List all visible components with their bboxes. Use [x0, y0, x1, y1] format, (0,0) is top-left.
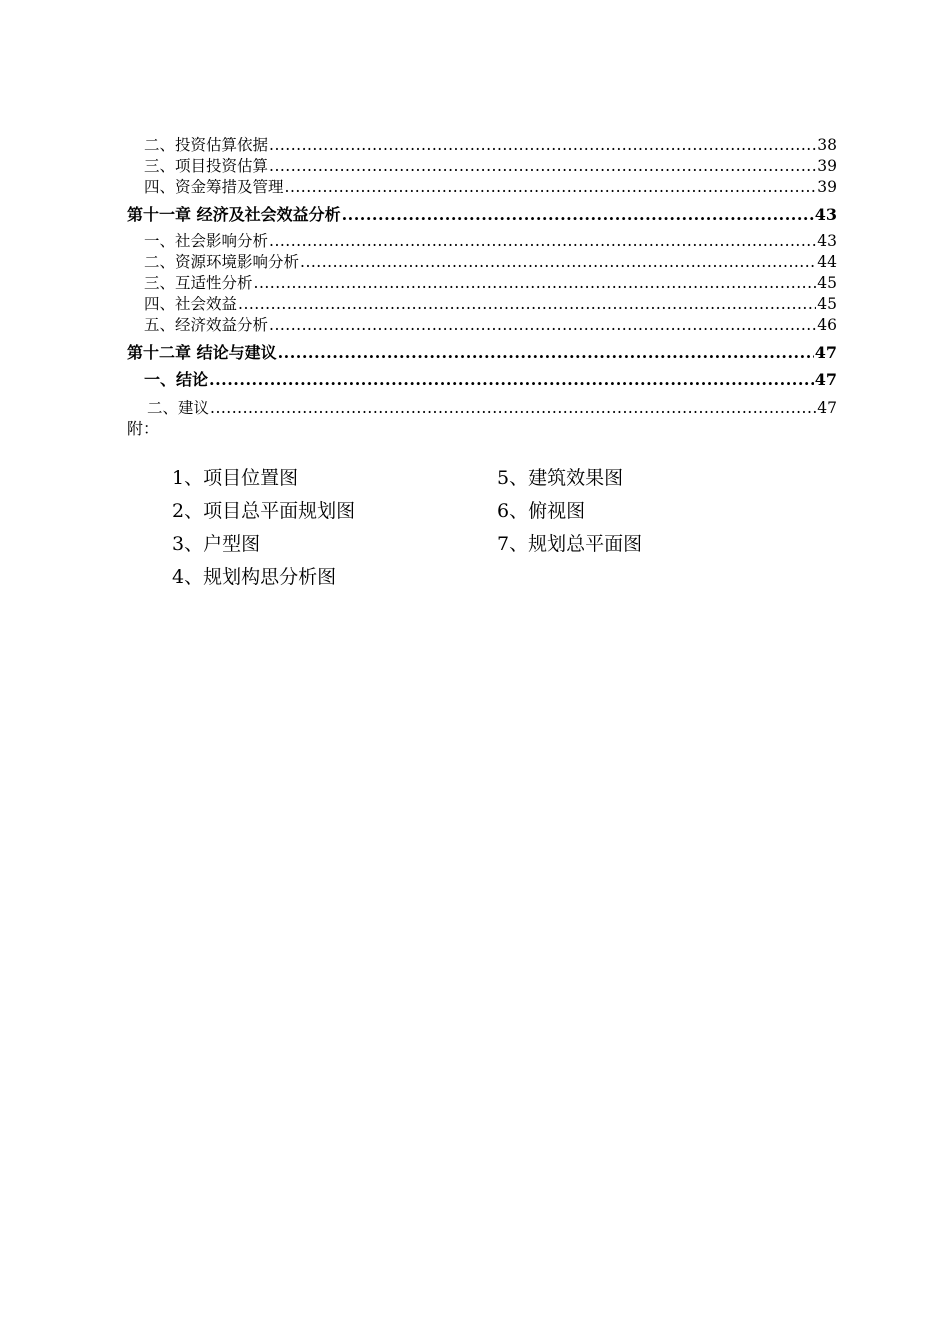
toc-chapter-title: 第十二章 结论与建议	[127, 343, 277, 362]
toc-leader-dots	[285, 177, 817, 198]
toc-chapter-title: 第十一章 经济及社会效益分析	[127, 205, 341, 224]
toc-entry-conclusion[interactable]	[127, 369, 837, 391]
toc-entry-page: 47	[814, 370, 837, 389]
toc-entry-suggestion[interactable]	[127, 398, 837, 419]
toc-entry[interactable]	[127, 315, 837, 336]
toc-entry-page: 39	[817, 178, 837, 196]
toc-leader-dots	[209, 369, 814, 391]
toc-entry[interactable]	[127, 135, 837, 156]
toc-leader-dots	[210, 398, 816, 419]
toc-entry-page: 45	[817, 295, 837, 313]
appendix-list	[172, 467, 732, 588]
toc-entry[interactable]	[127, 156, 837, 177]
toc-chapter-12[interactable]	[127, 342, 837, 364]
toc-entry-title: 四、社会效益	[144, 295, 238, 313]
toc-entry-page: 39	[817, 157, 837, 175]
toc-entry[interactable]	[127, 252, 837, 273]
toc-leader-dots	[269, 315, 816, 336]
toc-entry-title: 二、投资估算依据	[144, 136, 269, 154]
appendix-item: 1、项目位置图	[172, 467, 299, 489]
toc-leader-dots	[278, 342, 814, 364]
appendix-item: 2、项目总平面规划图	[172, 500, 356, 522]
toc-leader-dots	[300, 252, 816, 273]
toc-entry-page: 46	[817, 316, 837, 334]
toc-leader-dots	[269, 231, 816, 252]
toc-entry-page: 43	[817, 232, 837, 250]
toc-leader-dots	[269, 135, 816, 156]
toc-entry-title: 四、资金筹措及管理	[144, 178, 284, 196]
toc-entry-title: 二、建议	[147, 399, 210, 417]
toc-entry-title: 三、项目投资估算	[144, 157, 269, 175]
toc-entry[interactable]	[127, 231, 837, 252]
appendix-heading: 附：	[127, 419, 160, 438]
appendix-item: 3、户型图	[172, 533, 261, 555]
toc-entry-page: 38	[817, 136, 837, 154]
toc-entry[interactable]	[127, 177, 837, 198]
toc-leader-dots	[254, 273, 817, 294]
toc-chapter-page: 43	[814, 205, 837, 224]
appendix-item: 6、俯视图	[497, 500, 586, 522]
toc-chapter-page: 47	[814, 343, 837, 362]
appendix-item: 5、建筑效果图	[497, 467, 624, 489]
toc-entry-page: 47	[817, 399, 837, 417]
toc-entry[interactable]	[127, 273, 837, 294]
toc-leader-dots	[342, 204, 814, 226]
toc-entry-title: 五、经济效益分析	[144, 316, 269, 334]
appendix-item: 4、规划构思分析图	[172, 566, 337, 588]
appendix-item: 7、规划总平面图	[497, 533, 643, 555]
toc-leader-dots	[238, 294, 816, 315]
table-of-contents	[127, 135, 837, 439]
toc-chapter-11[interactable]	[127, 204, 837, 226]
toc-entry[interactable]	[127, 294, 837, 315]
toc-entry-title: 一、社会影响分析	[144, 232, 269, 250]
toc-entry-page: 45	[817, 274, 837, 292]
toc-entry-title: 三、互适性分析	[144, 274, 253, 292]
toc-entry-title: 二、资源环境影响分析	[144, 253, 300, 271]
toc-entry-title: 一、结论	[144, 370, 209, 389]
toc-leader-dots	[269, 156, 816, 177]
toc-entry-page: 44	[817, 253, 837, 271]
